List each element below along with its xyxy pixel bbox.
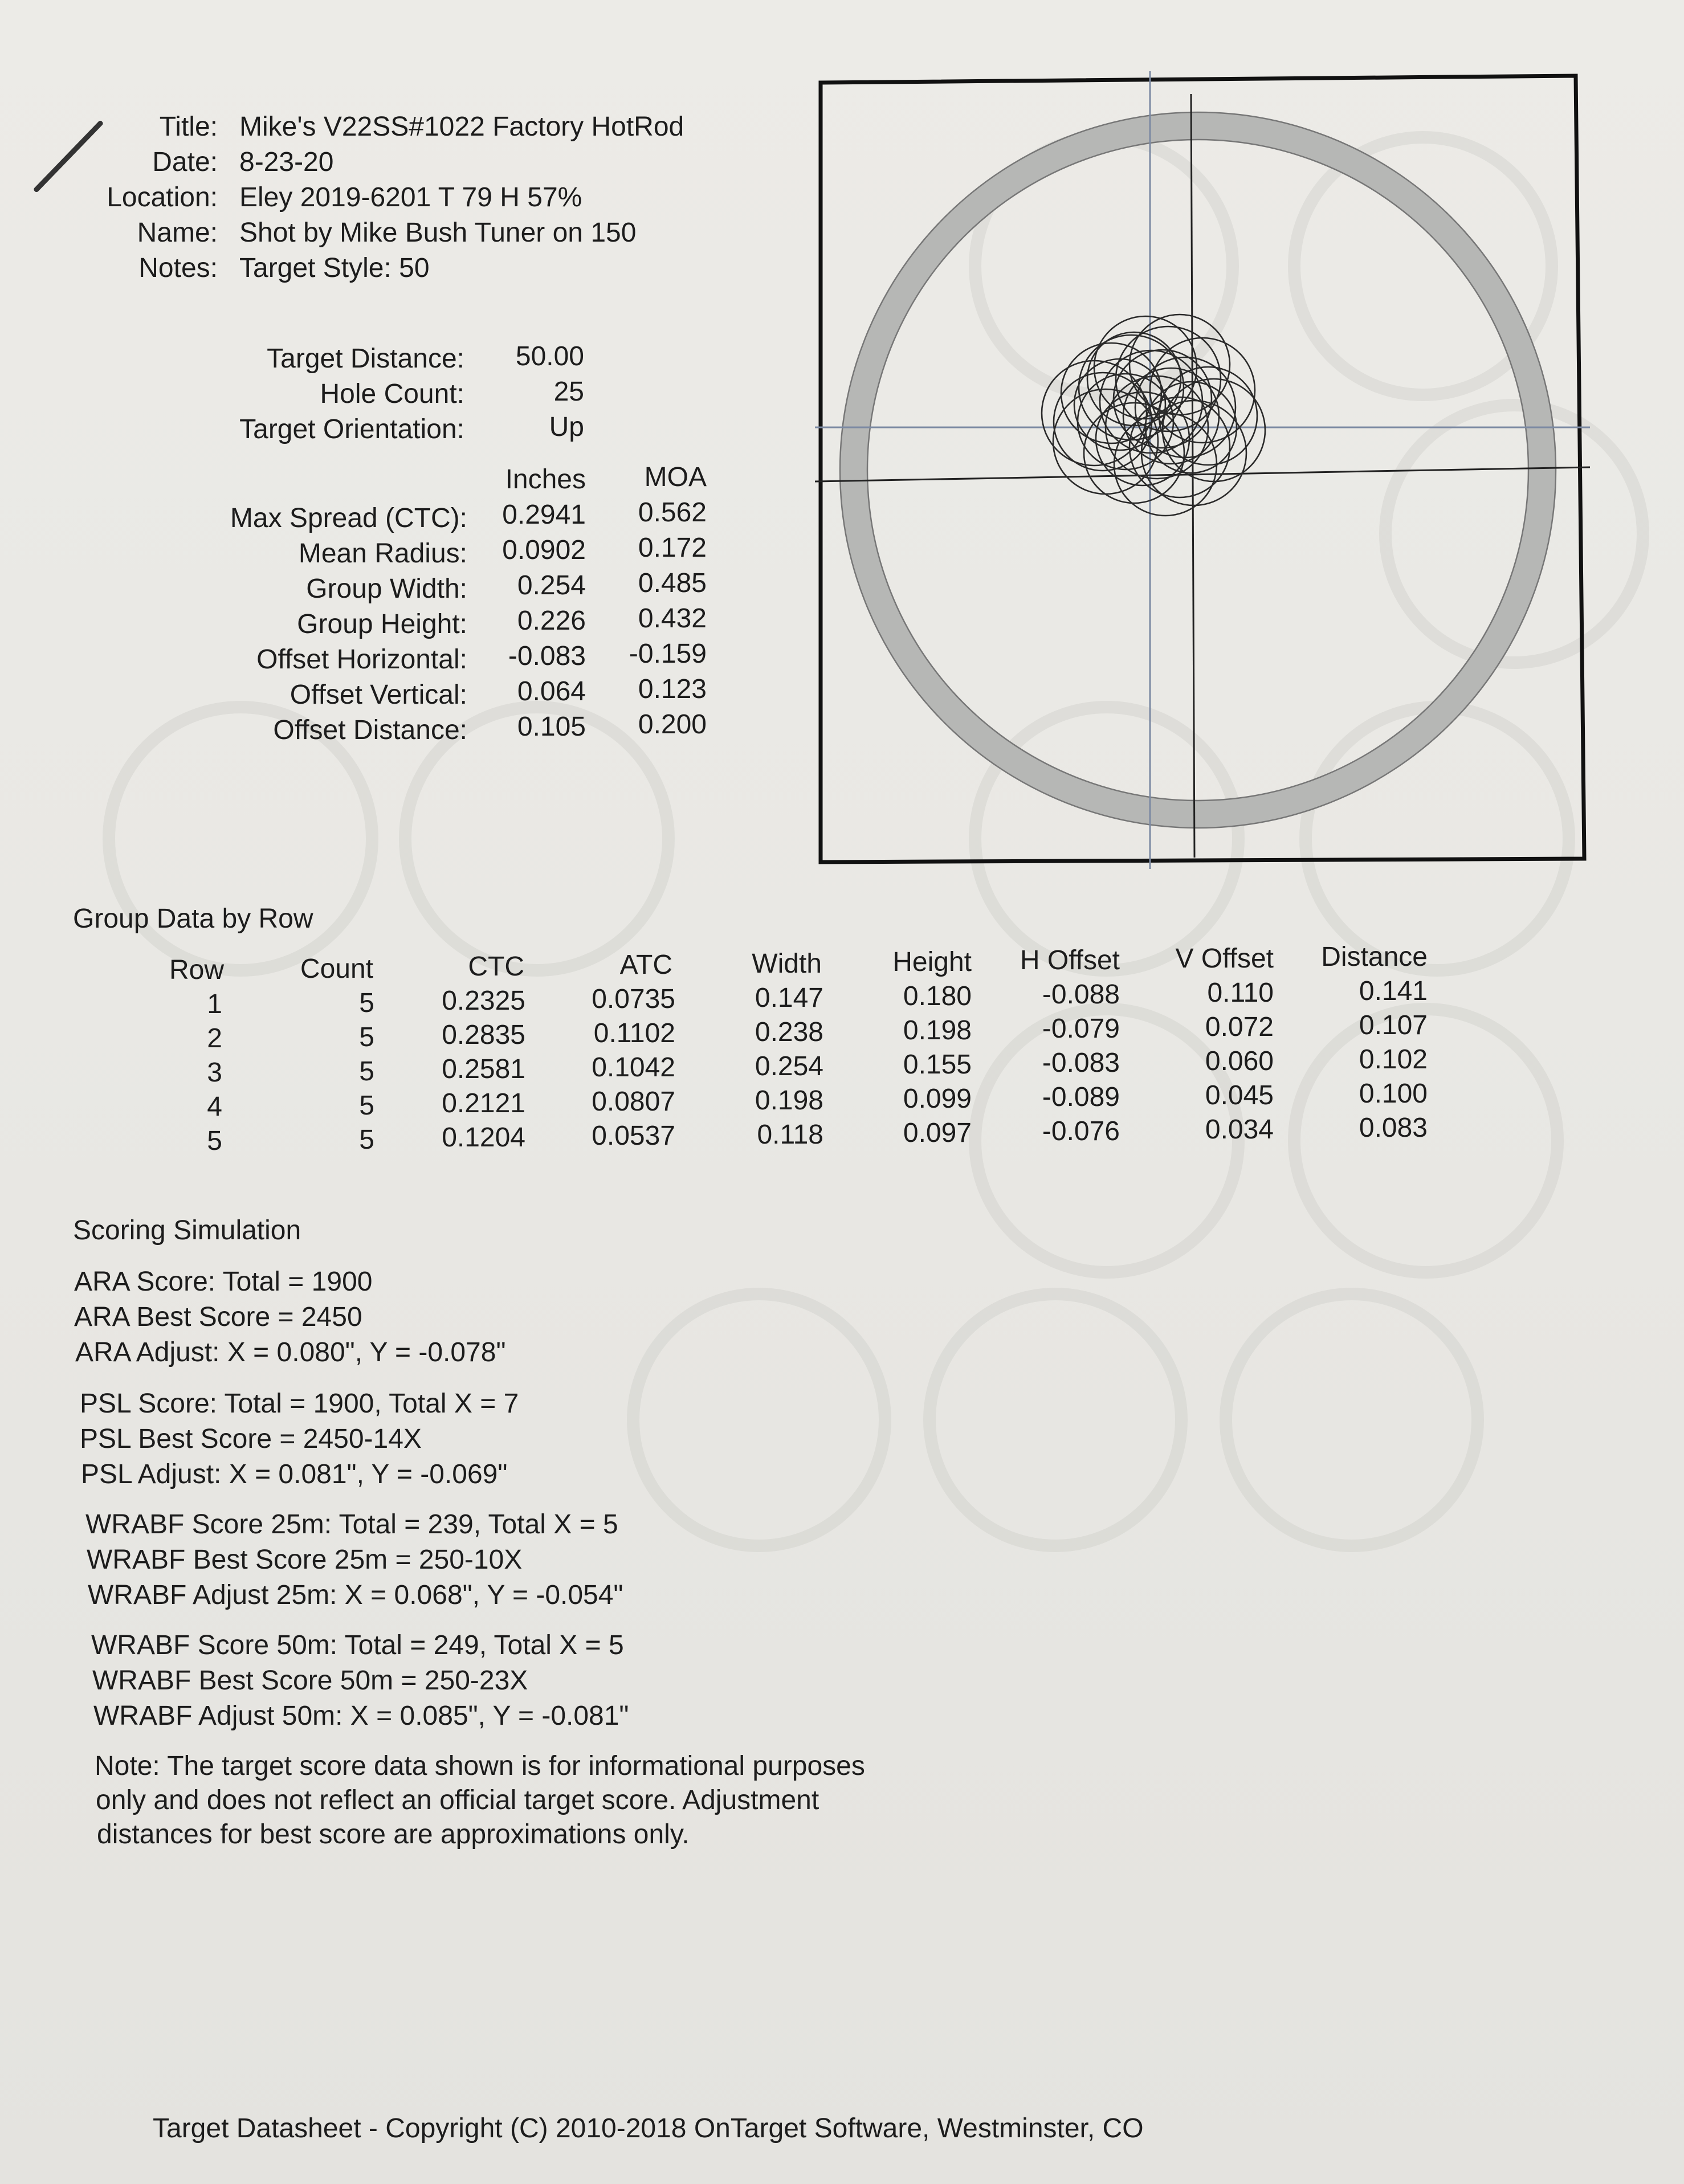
row-distance: 0.107: [1359, 1010, 1428, 1040]
column-header-count: Count: [300, 954, 373, 984]
row-atc: 0.0537: [592, 1121, 675, 1151]
name-label: Name:: [137, 218, 218, 248]
wrabf-50m-best-score-line: WRABF Best Score 50m = 250-23X: [92, 1665, 528, 1696]
row-count: 5: [359, 1091, 374, 1121]
row-atc: 0.1042: [592, 1052, 675, 1083]
wrabf-25m-score-line: WRABF Score 25m: Total = 239, Total X = 5: [85, 1509, 618, 1540]
offset-distance-moa: 0.200: [638, 709, 707, 740]
note-line: distances for best score are approximations only.: [97, 1819, 690, 1850]
mean-radius-moa: 0.172: [638, 533, 707, 563]
row-number: 5: [207, 1126, 222, 1156]
row-height: 0.180: [903, 981, 972, 1011]
row-width: 0.118: [757, 1120, 823, 1150]
row-ctc: 0.2121: [442, 1088, 525, 1118]
location-label: Location:: [107, 182, 218, 213]
ara-score-line: ARA Score: Total = 1900: [74, 1267, 373, 1297]
row-height: 0.099: [903, 1084, 972, 1114]
wrabf-25m-adjust-line: WRABF Adjust 25m: X = 0.068", Y = -0.054": [88, 1580, 623, 1610]
column-header-width: Width: [752, 949, 822, 979]
max-spread-label: Max Spread (CTC):: [230, 503, 467, 533]
row-ctc: 0.2835: [442, 1020, 525, 1050]
group-center-horizontal-line: [815, 467, 1590, 481]
row-h-offset: -0.076: [1042, 1116, 1120, 1146]
hole-count-label: Hole Count:: [320, 379, 464, 409]
offset-vertical-moa: 0.123: [638, 674, 707, 704]
moa-column-header: MOA: [644, 462, 707, 492]
target-distance-label: Target Distance:: [267, 344, 464, 374]
column-header-h-offset: H Offset: [1020, 945, 1120, 975]
psl-adjust-line: PSL Adjust: X = 0.081", Y = -0.069": [81, 1459, 508, 1489]
wrabf-25m-best-score-line: WRABF Best Score 25m = 250-10X: [87, 1545, 523, 1575]
row-ctc: 0.2325: [442, 986, 525, 1016]
offset-distance-label: Offset Distance:: [273, 715, 467, 745]
target-orientation-label: Target Orientation:: [239, 414, 464, 444]
inches-column-header: Inches: [505, 464, 586, 495]
row-v-offset: 0.072: [1205, 1012, 1274, 1042]
scoring-simulation-title: Scoring Simulation: [73, 1215, 301, 1246]
footer-copyright: Target Datasheet - Copyright (C) 2010-2018 OnTarget Software, Westminster, CO: [153, 2113, 1144, 2144]
target-orientation-value: Up: [549, 412, 584, 442]
max-spread-inches: 0.2941: [502, 500, 586, 530]
row-h-offset: -0.089: [1042, 1082, 1120, 1112]
row-atc: 0.0807: [592, 1087, 675, 1117]
column-header-v-offset: V Offset: [1175, 944, 1274, 974]
row-number: 3: [207, 1058, 222, 1088]
row-ctc: 0.1204: [442, 1122, 525, 1153]
title-value: Mike's V22SS#1022 Factory HotRod: [239, 112, 684, 142]
row-number: 4: [207, 1092, 222, 1122]
target-diagram: [815, 71, 1590, 869]
row-h-offset: -0.083: [1042, 1048, 1120, 1078]
group-width-moa: 0.485: [638, 568, 707, 598]
row-width: 0.238: [755, 1017, 823, 1047]
wrabf-50m-adjust-line: WRABF Adjust 50m: X = 0.085", Y = -0.081": [93, 1701, 629, 1731]
name-value: Shot by Mike Bush Tuner on 150: [239, 218, 637, 248]
psl-score-line: PSL Score: Total = 1900, Total X = 7: [80, 1389, 519, 1419]
group-width-label: Group Width:: [306, 574, 467, 604]
row-width: 0.198: [755, 1085, 823, 1116]
offset-vertical-label: Offset Vertical:: [289, 680, 467, 710]
row-distance: 0.100: [1359, 1079, 1428, 1109]
row-width: 0.147: [755, 983, 823, 1013]
offset-vertical-inches: 0.064: [517, 676, 586, 707]
shot-holes: [1042, 315, 1265, 516]
row-number: 2: [207, 1023, 222, 1054]
row-height: 0.097: [903, 1118, 972, 1148]
row-atc: 0.1102: [593, 1018, 675, 1048]
offset-horizontal-moa: -0.159: [629, 639, 707, 669]
date-label: Date:: [152, 147, 218, 177]
wrabf-50m-score-line: WRABF Score 50m: Total = 249, Total X = 5: [91, 1630, 624, 1660]
row-v-offset: 0.034: [1205, 1115, 1274, 1145]
row-ctc: 0.2581: [442, 1054, 525, 1084]
row-atc: 0.0735: [592, 984, 675, 1014]
group-width-inches: 0.254: [517, 570, 586, 601]
ara-adjust-line: ARA Adjust: X = 0.080", Y = -0.078": [75, 1337, 506, 1367]
row-v-offset: 0.060: [1205, 1046, 1274, 1076]
hole-count-value: 25: [553, 377, 584, 407]
column-header-height: Height: [892, 947, 972, 977]
row-count: 5: [359, 988, 374, 1018]
row-count: 5: [359, 1125, 374, 1155]
group-height-inches: 0.226: [517, 606, 586, 636]
row-v-offset: 0.110: [1207, 978, 1274, 1008]
offset-horizontal-inches: -0.083: [508, 641, 586, 671]
row-distance: 0.083: [1359, 1113, 1428, 1143]
row-h-offset: -0.088: [1042, 979, 1120, 1010]
notes-label: Notes:: [138, 253, 218, 283]
note-line: only and does not reflect an official target score. Adjustment: [96, 1785, 819, 1815]
mean-radius-inches: 0.0902: [502, 535, 586, 565]
row-number: 1: [207, 989, 222, 1019]
group-height-moa: 0.432: [638, 603, 707, 634]
target-distance-value: 50.00: [515, 341, 584, 372]
group-height-label: Group Height:: [297, 609, 467, 639]
location-value: Eley 2019-6201 T 79 H 57%: [239, 182, 582, 213]
row-height: 0.155: [903, 1050, 972, 1080]
row-distance: 0.102: [1359, 1044, 1428, 1075]
offset-horizontal-label: Offset Horizontal:: [256, 644, 467, 675]
max-spread-moa: 0.562: [638, 497, 707, 528]
group-data-title: Group Data by Row: [73, 904, 313, 934]
row-count: 5: [359, 1056, 374, 1087]
notes-value: Target Style: 50: [239, 253, 430, 283]
row-count: 5: [359, 1022, 374, 1052]
column-header-distance: Distance: [1321, 942, 1428, 972]
row-h-offset: -0.079: [1042, 1014, 1120, 1044]
date-value: 8-23-20: [239, 147, 334, 177]
row-distance: 0.141: [1359, 976, 1428, 1006]
row-width: 0.254: [755, 1051, 823, 1081]
column-header-atc: ATC: [619, 950, 672, 980]
note-line: Note: The target score data shown is for informational purposes: [95, 1751, 865, 1781]
column-header-row: Row: [169, 955, 224, 985]
column-header-ctc: CTC: [468, 952, 524, 982]
title-label: Title:: [159, 112, 218, 142]
offset-distance-inches: 0.105: [517, 712, 586, 742]
mean-radius-label: Mean Radius:: [298, 538, 467, 569]
ara-best-score-line: ARA Best Score = 2450: [74, 1302, 362, 1332]
psl-best-score-line: PSL Best Score = 2450-14X: [80, 1424, 422, 1454]
row-v-offset: 0.045: [1205, 1080, 1274, 1111]
row-height: 0.198: [903, 1015, 972, 1046]
